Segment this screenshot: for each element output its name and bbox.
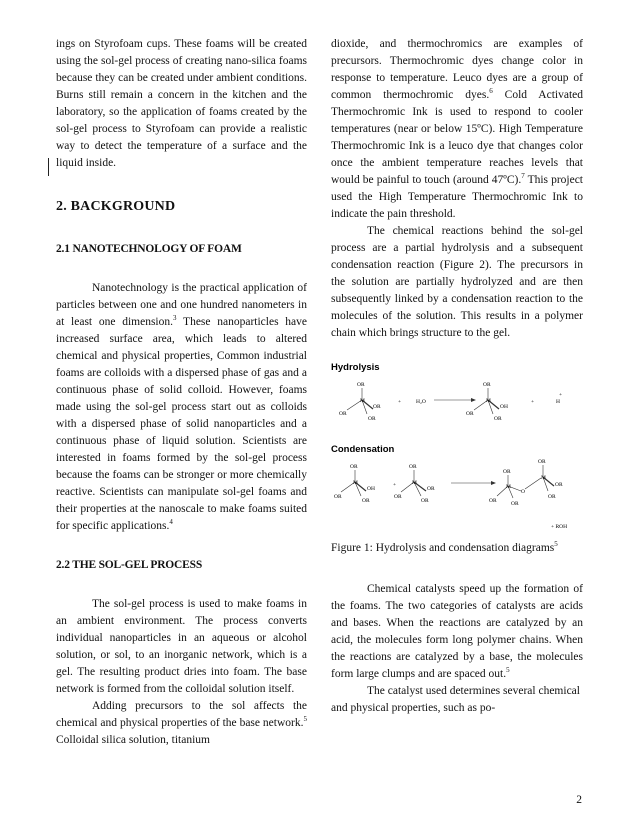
paragraph-catalysts: Chemical catalysts speed up the formation of the foams. The two categories of catalysts are acids and bases. When the reactions are catalyzed by an acid, the molecules form long polymer chains. When the reactions are catalyzed by a base, the molecules form large clumps and are spaced out.$^5$ (331, 583, 583, 680)
reference-marker: 6 (489, 87, 493, 96)
paragraph-chemical-reactions: The chemical reactions behind the sol-gel process are a partial hydrolysis and a subsequent condensation reaction (Figure 2). The precursors in the solution are partially hydrolyzed and are then subsequently linked by a condensation reaction to the molecules of the solution. This results in a polymer chain which brings structure to the gel. (331, 225, 583, 339)
svg-text:M: M (412, 480, 417, 486)
svg-text:M: M (360, 398, 365, 404)
svg-text:+: + (531, 399, 535, 405)
subsection-heading-sol-gel: 2.2 THE SOL-GEL PROCESS (56, 559, 203, 571)
svg-text:OR: OR (362, 498, 370, 504)
section-heading-background: 2. BACKGROUND (56, 199, 176, 214)
svg-text:OR: OR (373, 404, 381, 410)
subsection-heading-nanotechnology: 2.1 NANOTECHNOLOGY OF FOAM (56, 243, 242, 255)
condensation-label: Condensation (331, 444, 395, 455)
reference-marker: 5 (506, 666, 510, 675)
hydrolysis-label: Hydrolysis (331, 362, 380, 373)
svg-text:OR: OR (555, 482, 563, 488)
svg-text:M: M (353, 480, 358, 486)
hydrolysis-reactant (339, 382, 381, 422)
condensation-product (489, 459, 563, 507)
reference-marker: 4 (169, 518, 173, 527)
hydrolysis-condensation-figure (331, 358, 583, 534)
figure-caption: Figure 1: Hydrolysis and condensation diagrams$^5$ (331, 540, 558, 554)
right-column (331, 36, 583, 717)
svg-text:OR: OR (334, 494, 342, 500)
svg-text:OH: OH (500, 404, 508, 410)
reference-marker: 3 (173, 314, 177, 323)
reference-marker: 7 (521, 172, 525, 181)
svg-text:OR: OR (368, 416, 376, 422)
svg-text:OR: OR (538, 459, 546, 465)
paragraph-intro-tail: ings on Styrofoam cups. These foams will be created using the sol-gel process of creating nano-silica foams because they can be created under ambient conditions. Burns still remain a concern in the kitchen and the laboratory, so the application of foams created by the sol-gel process to Styrofoam can provide a realistic way to detect the temperature of a surface and the liquid inside. (56, 38, 307, 169)
svg-text:OR: OR (548, 494, 556, 500)
svg-text:OR: OR (394, 494, 402, 500)
svg-text:OH: OH (367, 486, 375, 492)
paragraph-precursors: Adding precursors to the sol affects the chemical and physical properties of the base network.$^5$ Colloidal silica solution, titanium (56, 700, 307, 746)
condensation-reactant-1 (334, 464, 375, 504)
reference-marker: 5 (554, 540, 558, 549)
svg-text:+: + (393, 482, 397, 488)
hydrolysis-product (466, 382, 508, 422)
svg-text:H: H (556, 399, 560, 405)
svg-text:OR: OR (421, 498, 429, 504)
svg-text:O: O (521, 489, 525, 495)
svg-text:H₂O: H₂O (416, 399, 426, 405)
change-bar (48, 158, 49, 176)
paragraph-sol-gel: The sol-gel process is used to make foams in an ambient environment. The process converts individual nanoparticles in an aqueous or alcohol solution, or sol, to an inorganic network, which is a gel. The resulting product dries into foam. The base network is formed from the colloidal solution itself. (56, 598, 307, 695)
condensation-reactant-2 (394, 464, 435, 504)
svg-text:+ ROH: + ROH (551, 524, 568, 530)
svg-text:OR: OR (350, 464, 358, 470)
paragraph-nanotechnology: Nanotechnology is the practical application of particles between one and one hundred nanometers in at least one dimension.$^3$ These nanoparticles have increased surface area, which leads to altered chemical and physical properties, Common industrial foams are colloids with a dispersed phase of gas and a continuous phase of solid colloid. However, foams made using the sol-gel process start out as colloids with a dispersed phase of solid nanoparticles and a continuous phase of liquid solution. Scientists are interested in foams formed by the sol-gel process because the foams can be stronger or more chemically reactive. Scientists can manipulate sol-gel foams and their properties at the nanoscale to make foams suited for specific applications.$^4$ (56, 282, 308, 532)
svg-text:OR: OR (494, 416, 502, 422)
paragraph-catalyst-properties: The catalyst used determines several chemical and physical properties, such as po- (331, 685, 580, 714)
svg-text:OR: OR (483, 382, 491, 388)
svg-text:OR: OR (466, 411, 474, 417)
svg-text:M: M (506, 484, 511, 490)
svg-text:OR: OR (409, 464, 417, 470)
svg-text:M: M (486, 398, 491, 404)
svg-text:OR: OR (489, 498, 497, 504)
page-number: 2 (576, 794, 582, 806)
svg-text:M: M (541, 475, 546, 481)
svg-text:+: + (559, 392, 563, 398)
svg-text:OR: OR (427, 486, 435, 492)
svg-text:OR: OR (503, 469, 511, 475)
svg-text:OR: OR (357, 382, 365, 388)
svg-text:OR: OR (511, 501, 519, 507)
left-column (56, 36, 307, 749)
reference-marker: 5 (303, 715, 307, 724)
paragraph-thermochromics: dioxide, and thermochromics are examples of precursors. Thermochromic dyes change color in response to temperature. Leuco dyes are a group of common thermochromic dyes.$^6$ Cold Activated Thermochromic Ink is used to respond to cooler temperatures (near or below 15ºC). High Temperature Thermochromic Ink is a leuco dye that changes color once the ambient temperature reaches levels that would be painful to touch (around 47ºC).$^7$ This project used the High Temperature Thermochromic Ink to indicate the pain threshold. (331, 38, 584, 220)
svg-text:OR: OR (339, 411, 347, 417)
svg-text:+: + (398, 399, 402, 405)
